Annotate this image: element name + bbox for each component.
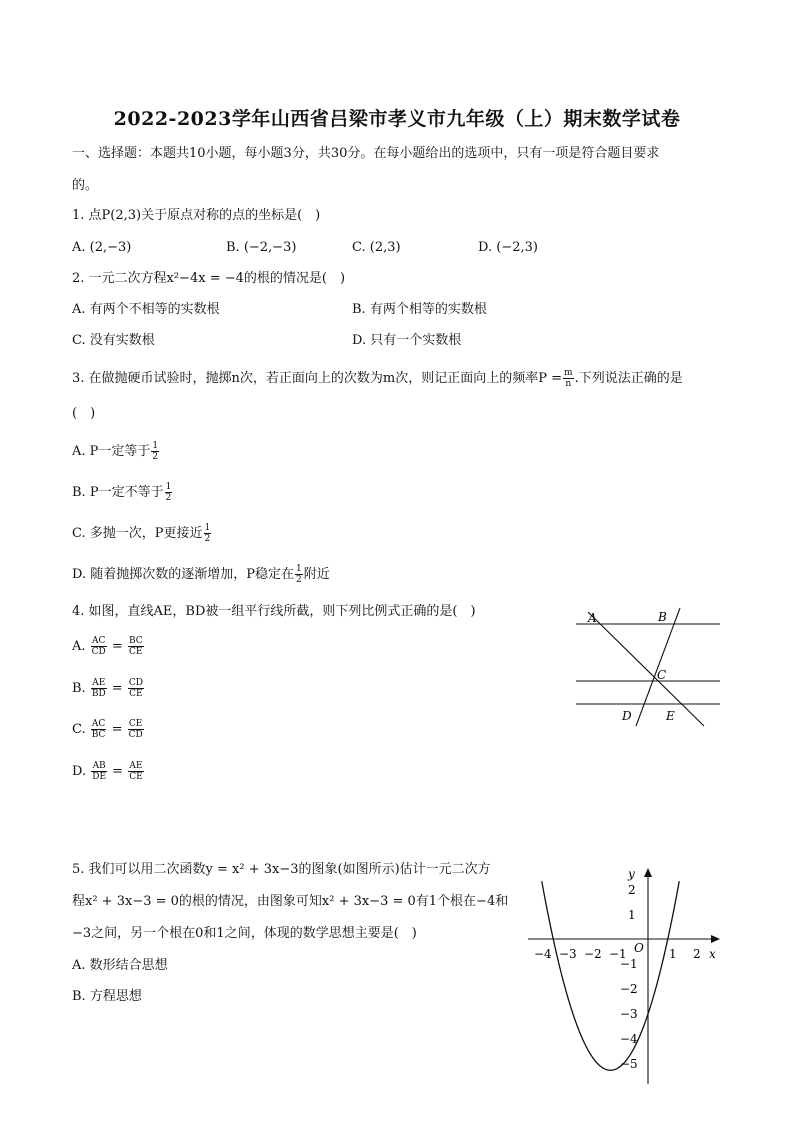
ratio-right [128, 719, 144, 740]
q1-stem: 1. 点P(2,3)关于原点对称的点的坐标是( ) [72, 208, 321, 223]
frac-den: CE [129, 647, 143, 657]
parabola-curve [542, 881, 680, 1070]
q3-frac-num: m [564, 368, 573, 378]
q1-option-a: A. (2,−3) [72, 240, 132, 255]
q4-option-d: D. $\frac{AB}{DE}$ = $\frac{AE}{CE}$ [72, 761, 143, 782]
q2-stem: 2. 一元二次方程x²−4x = −4的根的情况是( ) [72, 271, 346, 286]
q3-option-d-text: D. 随着抛掷次数的逐渐增加，P稳定在 [72, 567, 294, 582]
q5-parabola-graph [520, 858, 730, 1088]
y-axis-arrow [644, 868, 652, 877]
frac-den: BC [91, 730, 106, 740]
q3-option-b-half [165, 482, 173, 503]
q3-stem-line1 [72, 368, 683, 389]
q4-stem: 4. 如图，直线AE，BD被一组平行线所截，则下列比例式正确的是( ) [72, 604, 476, 619]
q5-stem-line2: 程x² + 3x−3 = 0的根的情况，由图象可知x² + 3x−3 = 0有1个根在−4和 [72, 894, 509, 909]
q3-option-d-tail: 附近 [303, 567, 330, 582]
q3-option-a [72, 441, 160, 462]
q3-option-c-half [204, 523, 212, 544]
q3-frequency-fraction [563, 368, 574, 389]
point-label-c: C [657, 668, 667, 682]
q2-option-b: B. 有两个相等的实数根 [352, 302, 487, 317]
frac-num: 1 [152, 441, 159, 451]
frac-den: 2 [165, 493, 172, 503]
y-axis-label: y [628, 867, 635, 881]
q3-option-d [72, 564, 330, 585]
point-label-a: A [588, 611, 597, 625]
point-label-b: B [658, 610, 667, 624]
q4-parallel-lines-figure [570, 604, 725, 730]
q3-stem-b: .下列说法正确的是 [574, 371, 683, 386]
x-axis-label: x [709, 947, 716, 961]
frac-den: DE [92, 772, 107, 782]
ratio-right [128, 761, 143, 782]
frac-num: AE [129, 761, 143, 771]
frac-num: 1 [204, 523, 211, 533]
x-tick-neg2: −2 [584, 947, 602, 961]
frac-num: CE [128, 719, 143, 729]
frac-num: AC [91, 719, 106, 729]
ratio-left [91, 636, 107, 657]
frac-den: CE [129, 689, 143, 699]
q1-option-c: C. (2,3) [352, 240, 401, 255]
q4-option-b: B. $\frac{AE}{BD}$ = $\frac{CD}{CE}$ [72, 678, 143, 699]
frac-num: AB [92, 761, 106, 771]
frac-den: CE [129, 772, 143, 782]
x-tick-neg4: −4 [534, 947, 552, 961]
q3-frac-den: n [565, 379, 572, 389]
x-tick-2: 2 [693, 947, 701, 961]
ratio-right [128, 678, 144, 699]
y-tick-2: 2 [628, 883, 636, 897]
frac-num: 1 [295, 564, 302, 574]
q3-option-c-text: C. 多抛一次，P更接近 [72, 526, 203, 541]
frac-den: 2 [295, 575, 302, 585]
transversal-ae [588, 612, 704, 726]
q3-stem-a: 3. 在做抛硬币试验时，抛掷n次，若正面向上的次数为m次，则记正面向上的频率P = [72, 371, 563, 386]
q5-option-a: A. 数形结合思想 [72, 958, 168, 973]
option-label: C. [72, 722, 86, 737]
x-tick-neg3: −3 [559, 947, 577, 961]
x-tick-neg1: −1 [609, 947, 627, 961]
y-tick-neg5: −5 [620, 1057, 638, 1071]
frac-den: CD [91, 647, 106, 657]
frac-den: CD [128, 730, 143, 740]
frac-num: 1 [165, 482, 172, 492]
q3-option-a-text: A. P一定等于 [72, 444, 151, 459]
section-heading-line2: 的。 [72, 178, 99, 193]
ratio-left [91, 761, 107, 782]
q4-option-a: A. $\frac{AC}{CD}$ = $\frac{BC}{CE}$ [72, 636, 143, 657]
q4-option-c: C. $\frac{AC}{BC}$ = $\frac{CE}{CD}$ [72, 719, 143, 740]
y-tick-neg1: −1 [620, 957, 638, 971]
q3-option-b [72, 482, 173, 503]
frac-den: 2 [152, 452, 159, 462]
q5-stem-line1: 5. 我们可以用二次函数y = x² + 3x−3的图象(如图所示)估计一元二次方 [72, 862, 491, 877]
x-axis-arrow [711, 935, 720, 943]
ratio-left [91, 678, 107, 699]
q3-option-c [72, 523, 212, 544]
point-label-e: E [666, 709, 675, 723]
frac-num: BC [128, 636, 143, 646]
point-label-d: D [622, 709, 632, 723]
q3-stem-line2: ( ) [72, 406, 96, 421]
q3-option-b-text: B. P一定不等于 [72, 485, 164, 500]
q5-option-b: B. 方程思想 [72, 989, 142, 1004]
origin-label: O [634, 941, 644, 955]
y-tick-neg3: −3 [620, 1007, 638, 1021]
section-heading-line1: 一、选择题：本题共10小题，每小题3分，共30分。在每小题给出的选项中，只有一项是符合题目要求 [72, 146, 660, 161]
ratio-right [128, 636, 144, 657]
ratio-left [91, 719, 107, 740]
q3-option-a-half [151, 441, 159, 462]
q1-option-b: B. (−2,−3) [226, 240, 297, 255]
q2-option-c: C. 没有实数根 [72, 333, 155, 348]
q1-option-d: D. (−2,3) [478, 240, 538, 255]
x-tick-1: 1 [669, 947, 677, 961]
y-tick-1: 1 [628, 908, 636, 922]
q2-option-a: A. 有两个不相等的实数根 [72, 302, 220, 317]
y-tick-neg4: −4 [620, 1032, 638, 1046]
frac-den: 2 [204, 534, 211, 544]
frac-num: AC [92, 636, 106, 646]
y-tick-neg2: −2 [620, 982, 638, 996]
option-label: B. [72, 681, 86, 696]
option-label: A. [72, 639, 86, 654]
frac-den: BD [91, 689, 106, 699]
frac-num: CD [128, 678, 143, 688]
q5-stem-line3: −3之间，另一个根在0和1之间，体现的数学思想主要是( ) [72, 926, 417, 941]
q3-option-d-half [295, 564, 303, 585]
q2-option-d: D. 只有一个实数根 [352, 333, 462, 348]
option-label: D. [72, 764, 87, 779]
exam-title: 2022-2023学年山西省吕梁市孝义市九年级（上）期末数学试卷 [113, 108, 681, 130]
frac-num: AE [92, 678, 106, 688]
